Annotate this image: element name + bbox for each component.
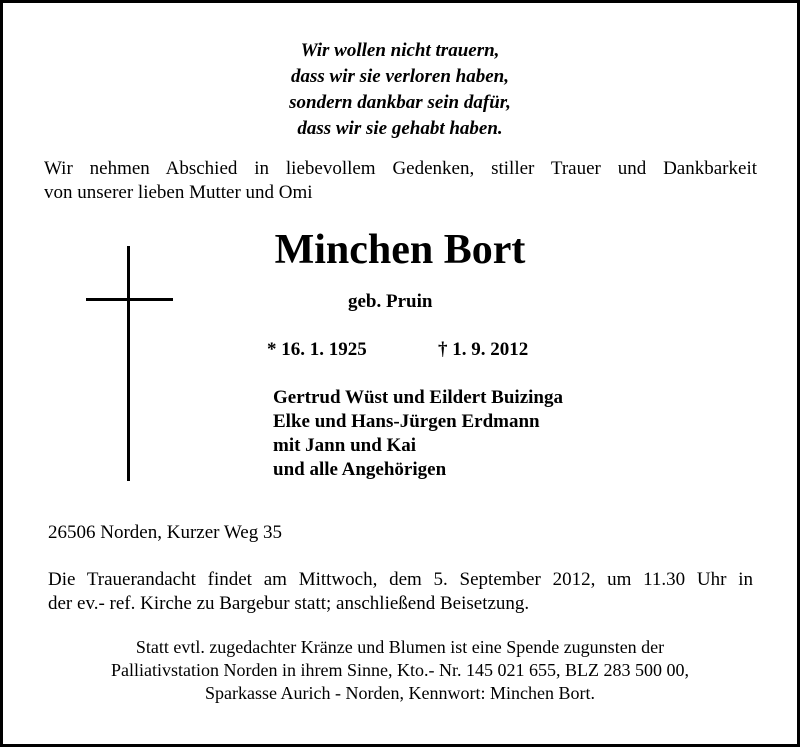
poem-verse — [0, 38, 800, 142]
birth-name: geb. Pruin — [348, 291, 433, 312]
donation-line: Palliativstation Norden in ihrem Sinne, Kto.- Nr. 145 021 655, BLZ 283 500 00, — [111, 660, 689, 680]
mourner-line: mit Jann und Kai — [273, 435, 417, 456]
intro-line: Wir nehmen Abschied in liebevollem Gedenken, stiller Trauer und Dankbarkeit — [44, 158, 757, 179]
mourners-list — [273, 386, 563, 482]
birth-date: * 16. 1. 1925 — [267, 339, 367, 360]
poem-line: Wir wollen nicht trauern, — [300, 40, 500, 61]
intro-text — [44, 157, 757, 205]
service-info — [48, 568, 753, 616]
donation-request — [0, 636, 800, 705]
cross-icon-bar — [86, 298, 173, 301]
intro-line: von unserer lieben Mutter und Omi — [44, 182, 313, 203]
service-line: der ev.- ref. Kirche zu Bargebur statt; anschließend Beisetzung. — [48, 593, 530, 614]
family-address: 26506 Norden, Kurzer Weg 35 — [48, 522, 282, 543]
death-date: † 1. 9. 2012 — [438, 339, 529, 360]
cross-icon — [127, 246, 130, 481]
service-line: Die Trauerandacht findet am Mittwoch, dem 5. September 2012, um 11.30 Uhr in — [48, 569, 753, 590]
mourner-line: und alle Angehörigen — [273, 459, 447, 480]
mourner-line: Elke und Hans-Jürgen Erdmann — [273, 411, 540, 432]
poem-line: sondern dankbar sein dafür, — [289, 92, 511, 113]
poem-line: dass wir sie gehabt haben. — [297, 118, 503, 139]
donation-line: Statt evtl. zugedachter Kränze und Blumen ist eine Spende zugunsten der — [135, 637, 665, 657]
poem-line: dass wir sie verloren haben, — [291, 66, 509, 87]
deceased-name: Minchen Bort — [274, 227, 526, 273]
donation-line: Sparkasse Aurich - Norden, Kennwort: Minchen Bort. — [205, 683, 595, 703]
mourner-line: Gertrud Wüst und Eildert Buizinga — [273, 387, 563, 408]
